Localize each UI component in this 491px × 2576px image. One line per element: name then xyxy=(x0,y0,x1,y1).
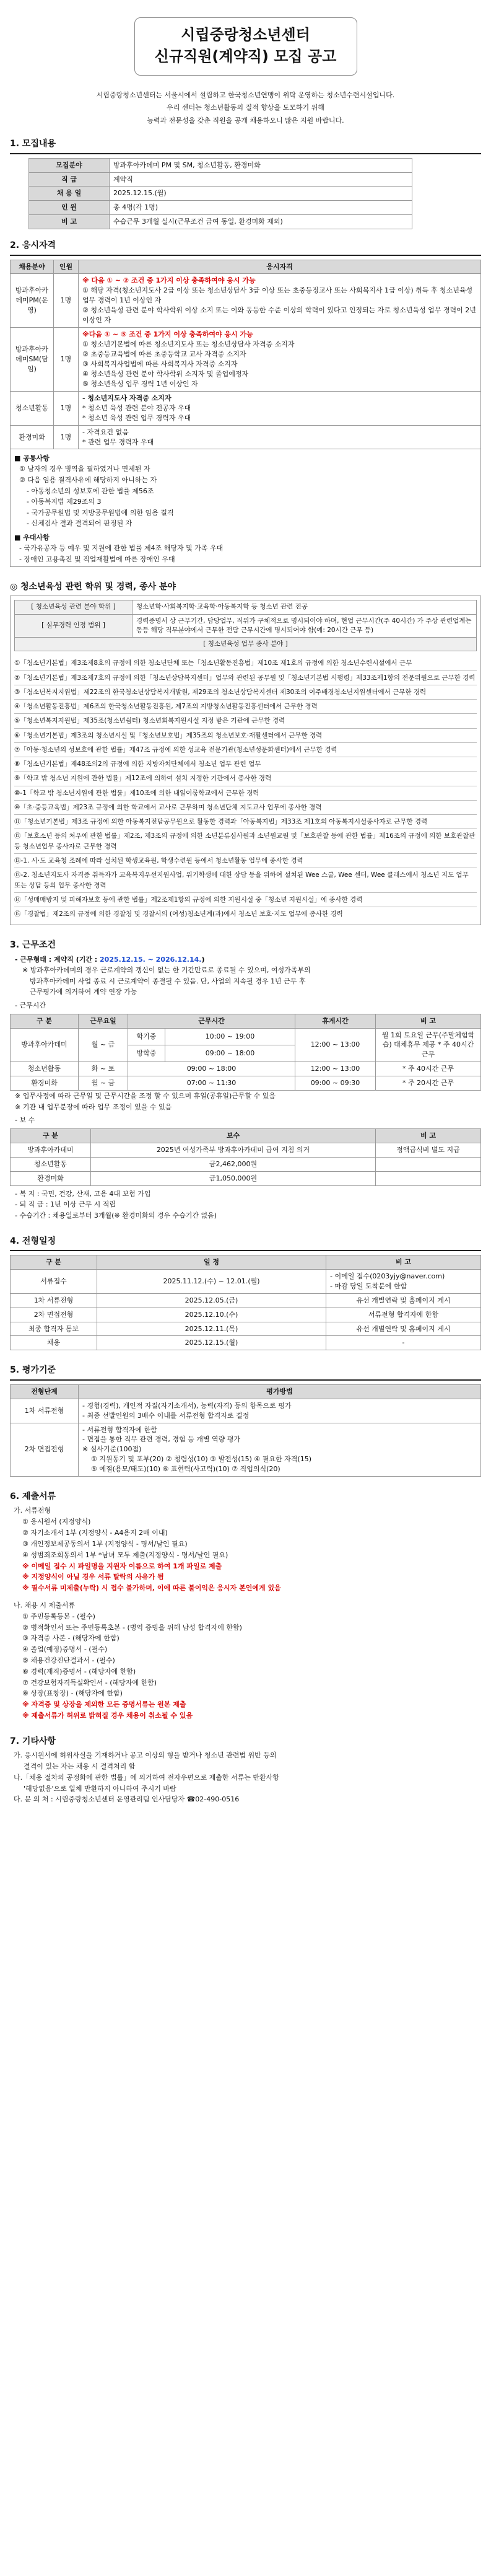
role-item: ⑦「아동·청소년의 성보호에 관한 법률」제47조 규정에 의한 성교육 전문기관(청소년성문화센터)에서 근무한 경력 xyxy=(14,743,477,757)
condition-note: ※ 다음 ① ~ ② 조건 중 1가지 이상 충족하여야 응시 가능 xyxy=(82,276,256,285)
hours-days: 월 ~ 금 xyxy=(79,1028,128,1062)
intro-line3: 능력과 전문성을 갖춘 직원을 공개 채용하오니 많은 지원 바랍니다. xyxy=(147,116,344,125)
period-line xyxy=(15,954,481,965)
eval-line: ⑤ 예절(용모/태도)(10) ⑥ 표현력(사고력)(10) ⑦ 직업의식(20) xyxy=(91,1465,280,1474)
role-item: ⑪「청소년기본법」제3조 규정에 의한 아동복지전담공무원으로 활동한 경력과「아동복지법」제33조 제1호의 아동복지시설종사자로 근무한 경력 xyxy=(14,815,477,829)
other-line: 가. 응시원서에 허위사실을 기재하거나 공고 이상의 형을 받거나 청소년 관련법 위반 등의 xyxy=(14,1751,277,1760)
other-line: 결격이 있는 자는 채용 시 결격처리 함 xyxy=(24,1762,136,1771)
field-name: 방과후아카데미PM(운영) xyxy=(11,274,54,328)
recruit-table xyxy=(28,158,412,230)
doc-item: ③ 자격증 사본 - (해당자에 한함) xyxy=(22,1634,119,1643)
period-pre: - 근무형태 : 계약직 xyxy=(15,955,74,964)
welfare-line: - 퇴 직 금 : 1년 이상 근무 시 적립 xyxy=(15,1200,116,1209)
common-item: - 신체검사 결과 결격되어 판정된 자 xyxy=(27,519,133,528)
hours-time: 09:00 ~ 18:00 xyxy=(165,1045,295,1062)
col-header: 구 분 xyxy=(11,1129,91,1143)
condition-item: ① 청소년기본법에 따른 청소년지도사 또는 청소년상담사 자격증 소지자 xyxy=(82,340,295,349)
role-item: ⑧「청소년기본법」제48조의2의 규정에 의한 지방자치단체에서 청소년 업무 관련 업무 xyxy=(14,757,477,771)
schedule-note-line: - 마감 당일 도착분에 한함 xyxy=(330,1281,407,1290)
doc-item: ② 병적확인서 또는 주민등록초본 - (병역 증빙을 위해 남성 합격자에 한함) xyxy=(22,1623,242,1632)
hours-note-line: ※ 업무사정에 따라 근무일 및 근무시간을 조정 할 수 있으며 휴일(공휴일)근무할 수 있음 xyxy=(15,1092,276,1101)
role-item: ③「청소년복지지원법」제22조의 한국청소년상담복지개발원, 제29조의 청소년상담복지센터 제30조의 이주배경청소년지원센터에서 근무한 경력 xyxy=(14,685,477,700)
schedule-date: 2025.12.10.(수) xyxy=(97,1308,326,1322)
condition-item: ⑤ 청소년육성 업무 경력 1년 이상인 자 xyxy=(82,379,198,388)
role-item: ⑩「초·중등교육법」제23조 규정에 의한 학교에서 교사로 근무하며 청소년단체 지도교사 업무에 종사한 경력 xyxy=(14,801,477,815)
pref-title: ■ 우대사항 xyxy=(14,533,50,542)
evaluation-table xyxy=(10,1384,481,1477)
field-count: 1명 xyxy=(54,425,79,449)
schedule-note: 서류전형 합격자에 한함 xyxy=(326,1308,481,1322)
schedule-date: 2025.11.12.(수) ~ 12.01.(월) xyxy=(97,1269,326,1293)
doc-item: ④ 성범죄조회동의서 1부 *남녀 모두 제출(지정양식 - 명서/날인 필요) xyxy=(22,1550,228,1559)
role-item: ④「청소년활동진흥법」제6조의 한국청소년활동진흥원, 제7조의 지방청소년활동진흥센터에서 근무한 경력 xyxy=(14,700,477,714)
role-item: ①「청소년기본법」제3조제8호의 규정에 의한 청소년단체 또는「청소년활동진흥법」제10조 제1호의 규정에 의한 청소년수련시설에서 근무 xyxy=(14,656,477,670)
row-label: 채 용 일 xyxy=(29,187,110,201)
field-qualification xyxy=(79,425,481,449)
role-item: ②「청소년기본법」제3조제7호의 규정에 의한「청소년상담복지센터」업무와 관련된 공무원 및「청소년기본법 시행령」제33조제1항의 전문위원으로 근무한 경력 xyxy=(14,671,477,685)
title-line1: 시립중랑청소년센터 xyxy=(181,26,310,43)
degree-value: 청소년학·사회복지학·교육학·아동복지학 등 청소년 관련 전공 xyxy=(133,600,477,614)
hours-category: 방과후아카데미 xyxy=(11,1028,79,1062)
other-line: 다. 문 의 처 : 시립중랑청소년센터 운영관리팀 인사담당자 ☎02-490-0516 xyxy=(14,1795,240,1804)
condition-item: ③ 사회복지사업법에 따른 사회복지사 자격증 소지자 xyxy=(82,359,238,368)
title-line2: 신규직원(계약직) 모집 공고 xyxy=(154,47,337,65)
condition-item: * 관련 업무 경력자 우대 xyxy=(82,437,154,446)
field-qualification xyxy=(79,274,481,328)
eval-line: - 경험(경력), 개인적 자질(자기소개서), 능력(자격) 등의 항목으로 평가 xyxy=(82,1401,292,1410)
doc-item: ② 자기소개서 1부 (지정양식 - A4용지 2매 이내) xyxy=(22,1529,168,1537)
hours-days: 월 ~ 금 xyxy=(79,1076,128,1091)
doc-warning: ※ 제출서류가 허위로 밝혀질 경우 채용이 취소될 수 있음 xyxy=(22,1712,193,1720)
col-header: 구 분 xyxy=(11,1014,79,1028)
role-item: ⑩-1「학교 밖 청소년지원에 관한 법률」제10조에 의한 내일이룸학교에서 근무한 경력 xyxy=(14,786,477,801)
role-item: ⑮「경찰법」제2조의 규정에 의한 경찰청 및 경찰서의 (여성)청소년계(과)에서 청소년 보호·지도 업무에 종사한 경력 xyxy=(14,910,343,918)
eval-method xyxy=(79,1423,481,1477)
common-item: - 아동복지법 제29조의 3 xyxy=(27,498,102,506)
eval-method xyxy=(79,1399,481,1423)
degree-label: [ 청소년육성 관련 분야 학위 ] xyxy=(15,600,133,614)
row-value: 방과후아카데미 PM 및 SM, 청소년활동, 환경미화 xyxy=(110,158,412,172)
condition-note: ※다음 ① ~ ⑤ 조건 중 1가지 이상 충족하여야 응시 가능 xyxy=(82,330,253,339)
condition-item: ④ 청소년육성 관련 분야 학사학위 소지자 및 졸업예정자 xyxy=(82,369,249,378)
divider xyxy=(10,255,481,256)
other-line: 나.「채용 절차의 공정화에 관한 법률」에 의거하여 전자우편으로 제출한 서류는 반환사항 xyxy=(14,1773,279,1782)
schedule-date: 2025.12.11.(목) xyxy=(97,1322,326,1336)
hours-term: 학기중 xyxy=(128,1028,165,1045)
doc-warning: ※ 지정양식이 아닐 경우 서류 탈락의 사유가 됨 xyxy=(22,1573,164,1581)
title-box xyxy=(134,17,357,76)
field-count: 1명 xyxy=(54,391,79,425)
period-mid: (기간 : xyxy=(76,955,100,964)
eval-line: - 면접을 통한 직무 관련 경력, 경험 등 개별 역량 평가 xyxy=(82,1435,240,1444)
other-line: '해당없음'으로 일체 반환하지 아니하여 주시기 바람 xyxy=(24,1784,176,1793)
field-qualification xyxy=(79,328,481,392)
pay-category: 방과후아카데미 xyxy=(11,1143,91,1157)
col-header: 보수 xyxy=(91,1129,376,1143)
row-label: 비 고 xyxy=(29,215,110,229)
schedule-note: 유선 개별연락 및 홈페이지 게시 xyxy=(326,1322,481,1336)
experience-value: 경력증명서 상 근무기간, 담당업무, 직위가 구체적으로 명시되어야 하며, 현업 근무시간(주 40시간) 가 주상 관련업계는 동등 해당 직무분야에서 근무한 전담 근무시간에 명시되어야 함(예: 20시간 근무 등) xyxy=(133,614,477,637)
schedule-step: 최종 합격자 통보 xyxy=(11,1322,97,1336)
condition-item: ① 해당 자격(청소년지도사 2급 이상 또는 청소년상담사 3급 이상 또는 초중등정교사 또는 사회복지사 1급 이상) 취득 후 청소년육성 업무 경력이 1년 이상인 자 xyxy=(82,286,473,305)
doc-item: ① 응시원서 (지정양식) xyxy=(22,1518,91,1526)
experience-label: [ 실무경력 인정 범위 ] xyxy=(15,614,133,637)
pay-amount: 금1,050,000원 xyxy=(91,1171,376,1185)
schedule-note xyxy=(326,1269,481,1293)
common-item: - 아동청소년의 성보호에 관한 법률 제56조 xyxy=(27,486,154,495)
schedule-step: 2차 면접전형 xyxy=(11,1308,97,1322)
hours-note-line: ※ 기관 내 업무분장에 따라 업무 조정이 있을 수 있음 xyxy=(15,1102,172,1111)
pref-item: - 국가유공자 등 예우 및 지원에 관한 법률 제4조 해당자 및 가족 우대 xyxy=(19,543,224,552)
col-header: 비 고 xyxy=(376,1014,481,1028)
col-header: 비 고 xyxy=(376,1129,481,1143)
col-header: 평가방법 xyxy=(79,1384,481,1399)
condition-item: * 청소년 육성 관련 업무 경력자 우대 xyxy=(82,413,191,422)
eval-line: ※ 심사기준(100점) xyxy=(82,1445,142,1454)
intro-line2: 우리 센터는 청소년활동의 질적 향상을 도모하기 위해 xyxy=(167,103,324,112)
schedule-date: 2025.12.05.(금) xyxy=(97,1293,326,1308)
role-item: ⑬-1. 시·도 교육청 조례에 따라 설치된 학생교육원, 학생수련원 등에서 청소년활동 업무에 종사한 경력 xyxy=(14,854,477,868)
role-item: ⑬-2. 청소년지도사 자격증 취득자가 교육복지우선지원사업, 위기학생에 대한 상담 등을 위하여 설치된 Wee 스쿨, Wee 센터, Wee 클래스에서 청소년 지도 업무 또는 상담 등의 업무 종사한 경력 xyxy=(14,868,477,893)
period-post: ) xyxy=(201,955,205,964)
section5-title: 5. 평가기준 xyxy=(10,1365,56,1376)
qualification-table xyxy=(10,260,481,568)
hours-table xyxy=(10,1014,481,1091)
roles-title: ◎ 청소년육성 관련 학위 및 경력, 종사 분야 xyxy=(10,582,176,592)
common-item: - 국가공무원법 및 지방공무원법에 의한 임용 결격 xyxy=(27,508,174,517)
common-title: ■ 공통사항 xyxy=(14,454,50,463)
doc-warning: ※ 이메일 접수 시 파일명을 지원자 이름으로 하여 1개 파일로 제출 xyxy=(22,1562,222,1570)
row-value: 총 4명(각 1명) xyxy=(110,201,412,215)
schedule-note-line: - 이메일 접수(0203yjy@naver.com) xyxy=(330,1272,445,1280)
eval-line: - 최종 선발인원의 3배수 이내를 서류전형 합격자로 결정 xyxy=(82,1411,250,1420)
col-header: 일 정 xyxy=(97,1255,326,1269)
condition-item: - 청소년지도사 자격증 소지자 xyxy=(82,393,172,402)
role-item: ⑫「보호소년 등의 처우에 관한 법률」제2조, 제3조의 규정에 의한 소년분류심사원과 소년원교원 및「보호관찰 등에 관한 법률」제16조의 규정에 의한 보호관찰관 등 청소년업무 종사자로 근무한 경력 xyxy=(14,829,477,854)
roles-header-table xyxy=(14,600,477,651)
doc-item: ⑦ 건강보험자격득실확인서 - (해당자에 한함) xyxy=(22,1678,157,1687)
condition-item: * 청소년 육성 관련 분야 전공자 우대 xyxy=(82,403,191,412)
roles-list xyxy=(14,656,477,921)
section1-title: 1. 모집내용 xyxy=(10,139,56,149)
schedule-step: 1차 서류전형 xyxy=(11,1293,97,1308)
doc-item: ① 주민등록등본 - (필수) xyxy=(22,1612,95,1620)
field-name: 청소년활동 xyxy=(11,391,54,425)
schedule-step: 채용 xyxy=(11,1336,97,1350)
pay-note: 정액급식비 별도 지급 xyxy=(376,1143,481,1157)
row-label: 직 급 xyxy=(29,172,110,187)
condition-item: - 자격요건 없음 xyxy=(82,428,129,436)
divider xyxy=(10,153,481,154)
hours-title: - 근무시간 xyxy=(15,1001,46,1009)
row-value: 계약직 xyxy=(110,172,412,187)
welfare-line: - 수습기간 : 채용일로부터 3개월(※ 환경미화의 경우 수습기간 없음) xyxy=(15,1211,217,1220)
pay-table xyxy=(10,1128,481,1186)
doc-item: ⑤ 채용건강진단결과서 - (필수) xyxy=(22,1656,115,1665)
pay-note xyxy=(376,1157,481,1171)
docs-b-title: 나. 채용 시 제출서류 xyxy=(14,1601,75,1609)
section7-title: 7. 기타사항 xyxy=(10,1736,56,1746)
welfare xyxy=(10,1189,481,1221)
hours-note: * 주 40시간 근무 xyxy=(376,1062,481,1076)
intro xyxy=(10,89,481,128)
pay-title: - 보 수 xyxy=(15,1116,35,1125)
common-item: ② 다음 임용 결격사유에 해당하지 아니하는 자 xyxy=(19,476,157,485)
pay-note xyxy=(376,1171,481,1185)
common-requirements xyxy=(11,449,481,567)
section4-title: 4. 전형일정 xyxy=(10,1236,56,1246)
section3-title: 3. 근무조건 xyxy=(10,940,56,951)
col-header: 휴게시간 xyxy=(295,1014,376,1028)
period-note: 방과후아카데미 사업 종료 시 근로계약이 종결될 수 있음. 단, 사업의 지속될 경우 1년 근무 후 xyxy=(30,977,306,985)
eval-line: - 서류전형 합격자에 한함 xyxy=(82,1425,157,1434)
work-period xyxy=(10,954,481,1011)
eval-line: ① 지원동기 및 포부(20) ② 청렴성(10) ③ 발전성(15) ④ 필요한 자격(15) xyxy=(91,1455,311,1464)
role-item: ⑭「성매매방지 및 피해자보호 등에 관한 법률」제2조제1항의 규정에 의한 지원시설 중「청소년 지원시설」에 종사한 경력 xyxy=(14,893,477,907)
pref-item: - 장애인 고용촉진 및 직업재활법에 따른 장애인 우대 xyxy=(19,555,175,563)
row-label: 모집분야 xyxy=(29,158,110,172)
roles-subtitle: [ 청소년육성 업무 종사 분야 ] xyxy=(15,638,477,651)
hours-category: 환경미화 xyxy=(11,1076,79,1091)
col-header: 응시자격 xyxy=(79,260,481,274)
hours-time: 10:00 ~ 19:00 xyxy=(165,1028,295,1045)
eval-step: 1차 서류전형 xyxy=(11,1399,79,1423)
col-header: 구 분 xyxy=(11,1255,97,1269)
row-label: 인 원 xyxy=(29,201,110,215)
field-count: 1명 xyxy=(54,328,79,392)
hours-time: 09:00 ~ 18:00 xyxy=(128,1062,295,1076)
divider xyxy=(10,1250,481,1251)
divider xyxy=(10,1379,481,1381)
field-name: 환경미화 xyxy=(11,425,54,449)
hours-note: * 주 20시간 근무 xyxy=(376,1076,481,1091)
field-name: 방과후아카데미SM(담임) xyxy=(11,328,54,392)
col-header: 근무요일 xyxy=(79,1014,128,1028)
hours-rest: 09:00 ~ 09:30 xyxy=(295,1076,376,1091)
doc-item: ③ 개인정보제공동의서 1부 (지정양식 - 명서/날인 필요) xyxy=(22,1539,188,1548)
period-note: 근무평가에 의거하여 계약 연장 가능 xyxy=(30,988,137,996)
col-header: 인원 xyxy=(54,260,79,274)
doc-item: ⑧ 상장(표창장) - (해당자에 한함) xyxy=(22,1689,123,1698)
doc-warning: ※ 자격증 및 상장을 제외한 모든 증명서류는 원본 제출 xyxy=(22,1700,186,1709)
hours-rest: 12:00 ~ 13:00 xyxy=(295,1062,376,1076)
section6-title: 6. 제출서류 xyxy=(10,1492,56,1502)
pay-amount: 금2,462,000원 xyxy=(91,1157,376,1171)
role-item: ⑥「청소년기본법」제3조의 청소년시설 및「청소년보호법」제35조의 청소년보호·재활센터에서 근무한 경력 xyxy=(14,729,477,743)
schedule-table xyxy=(10,1255,481,1351)
condition-item: ② 청소년육성 관련 분야 학사학위 이상 소지 또는 이와 동등한 수준 이상의 학력이 있다고 인정되는 자로 청소년육성 업무 경력이 2년 이상인 자 xyxy=(82,306,476,325)
section2-title: 2. 응시자격 xyxy=(10,240,56,251)
period-note: ※ 방과후아카데미의 경우 근로계약의 갱신이 없는 한 기간만료로 종료될 수 있으며, 여성가족부의 xyxy=(22,966,311,975)
eval-step: 2차 면접전형 xyxy=(11,1423,79,1477)
hours-notes xyxy=(10,1091,481,1126)
col-header: 비 고 xyxy=(326,1255,481,1269)
hours-time: 07:00 ~ 11:30 xyxy=(128,1076,295,1091)
row-value: 수습근무 3개월 실시(근무조건 급여 동일, 환경미화 제외) xyxy=(110,215,412,229)
doc-item: ⑥ 경력(재직)증명서 - (해당자에 한함) xyxy=(22,1667,136,1676)
intro-line1: 시립중랑청소년센터는 서울시에서 설립하고 한국청소년연맹이 위탁 운영하는 청소년수련시설입니다. xyxy=(96,90,395,99)
docs-a-title: 가. 서류전형 xyxy=(14,1506,51,1515)
hours-term: 방학중 xyxy=(128,1045,165,1062)
hours-days: 화 ~ 토 xyxy=(79,1062,128,1076)
condition-item: ② 초중등교육법에 따른 초중등학교 교사 자격증 소지자 xyxy=(82,350,246,359)
role-item: ⑨「학교 밖 청소년 지원에 관한 법률」제12조에 의하여 설치 지정한 기관에서 종사한 경력 xyxy=(14,771,477,786)
common-item: ① 남자의 경우 병역을 필하였거나 면제된 자 xyxy=(19,465,150,473)
schedule-note: 유선 개별연락 및 홈페이지 게시 xyxy=(326,1293,481,1308)
field-qualification xyxy=(79,391,481,425)
col-header: 채용분야 xyxy=(11,260,54,274)
pay-category: 환경미화 xyxy=(11,1171,91,1185)
pay-amount: 2025년 여성가족부 방과후아카데미 급여 지침 의거 xyxy=(91,1143,376,1157)
col-header: 전형단계 xyxy=(11,1384,79,1399)
hours-rest: 12:00 ~ 13:00 xyxy=(295,1028,376,1062)
roles-box xyxy=(10,596,481,925)
other-notes xyxy=(10,1750,481,1805)
welfare-line: - 복 지 : 국민, 건강, 산재, 고용 4대 보험 가입 xyxy=(15,1189,151,1198)
documents xyxy=(10,1505,481,1721)
pay-category: 청소년활동 xyxy=(11,1157,91,1171)
schedule-date: 2025.12.15.(월) xyxy=(97,1336,326,1350)
field-count: 1명 xyxy=(54,274,79,328)
period-dates: 2025.12.15. ~ 2026.12.14. xyxy=(100,955,202,964)
schedule-step: 서류접수 xyxy=(11,1269,97,1293)
schedule-note: - xyxy=(326,1336,481,1350)
col-header: 근무시간 xyxy=(128,1014,295,1028)
hours-category: 청소년활동 xyxy=(11,1062,79,1076)
role-item: ⑤「청소년복지지원법」제35조(청소년쉼터) 청소년회복지원시설 지정 받은 기관에 근무한 경력 xyxy=(14,714,477,728)
row-value: 2025.12.15.(월) xyxy=(110,187,412,201)
doc-item: ④ 졸업(예정)증명서 - (필수) xyxy=(22,1645,108,1654)
doc-warning: ※ 필수서류 미제출(누락) 시 접수 불가하며, 이에 따른 불이익은 응시자 본인에게 있음 xyxy=(22,1584,281,1593)
hours-note: 월 1회 토요일 근무(주말체험학습) 대체휴무 제공 * 주 40시간 근무 xyxy=(376,1028,481,1062)
